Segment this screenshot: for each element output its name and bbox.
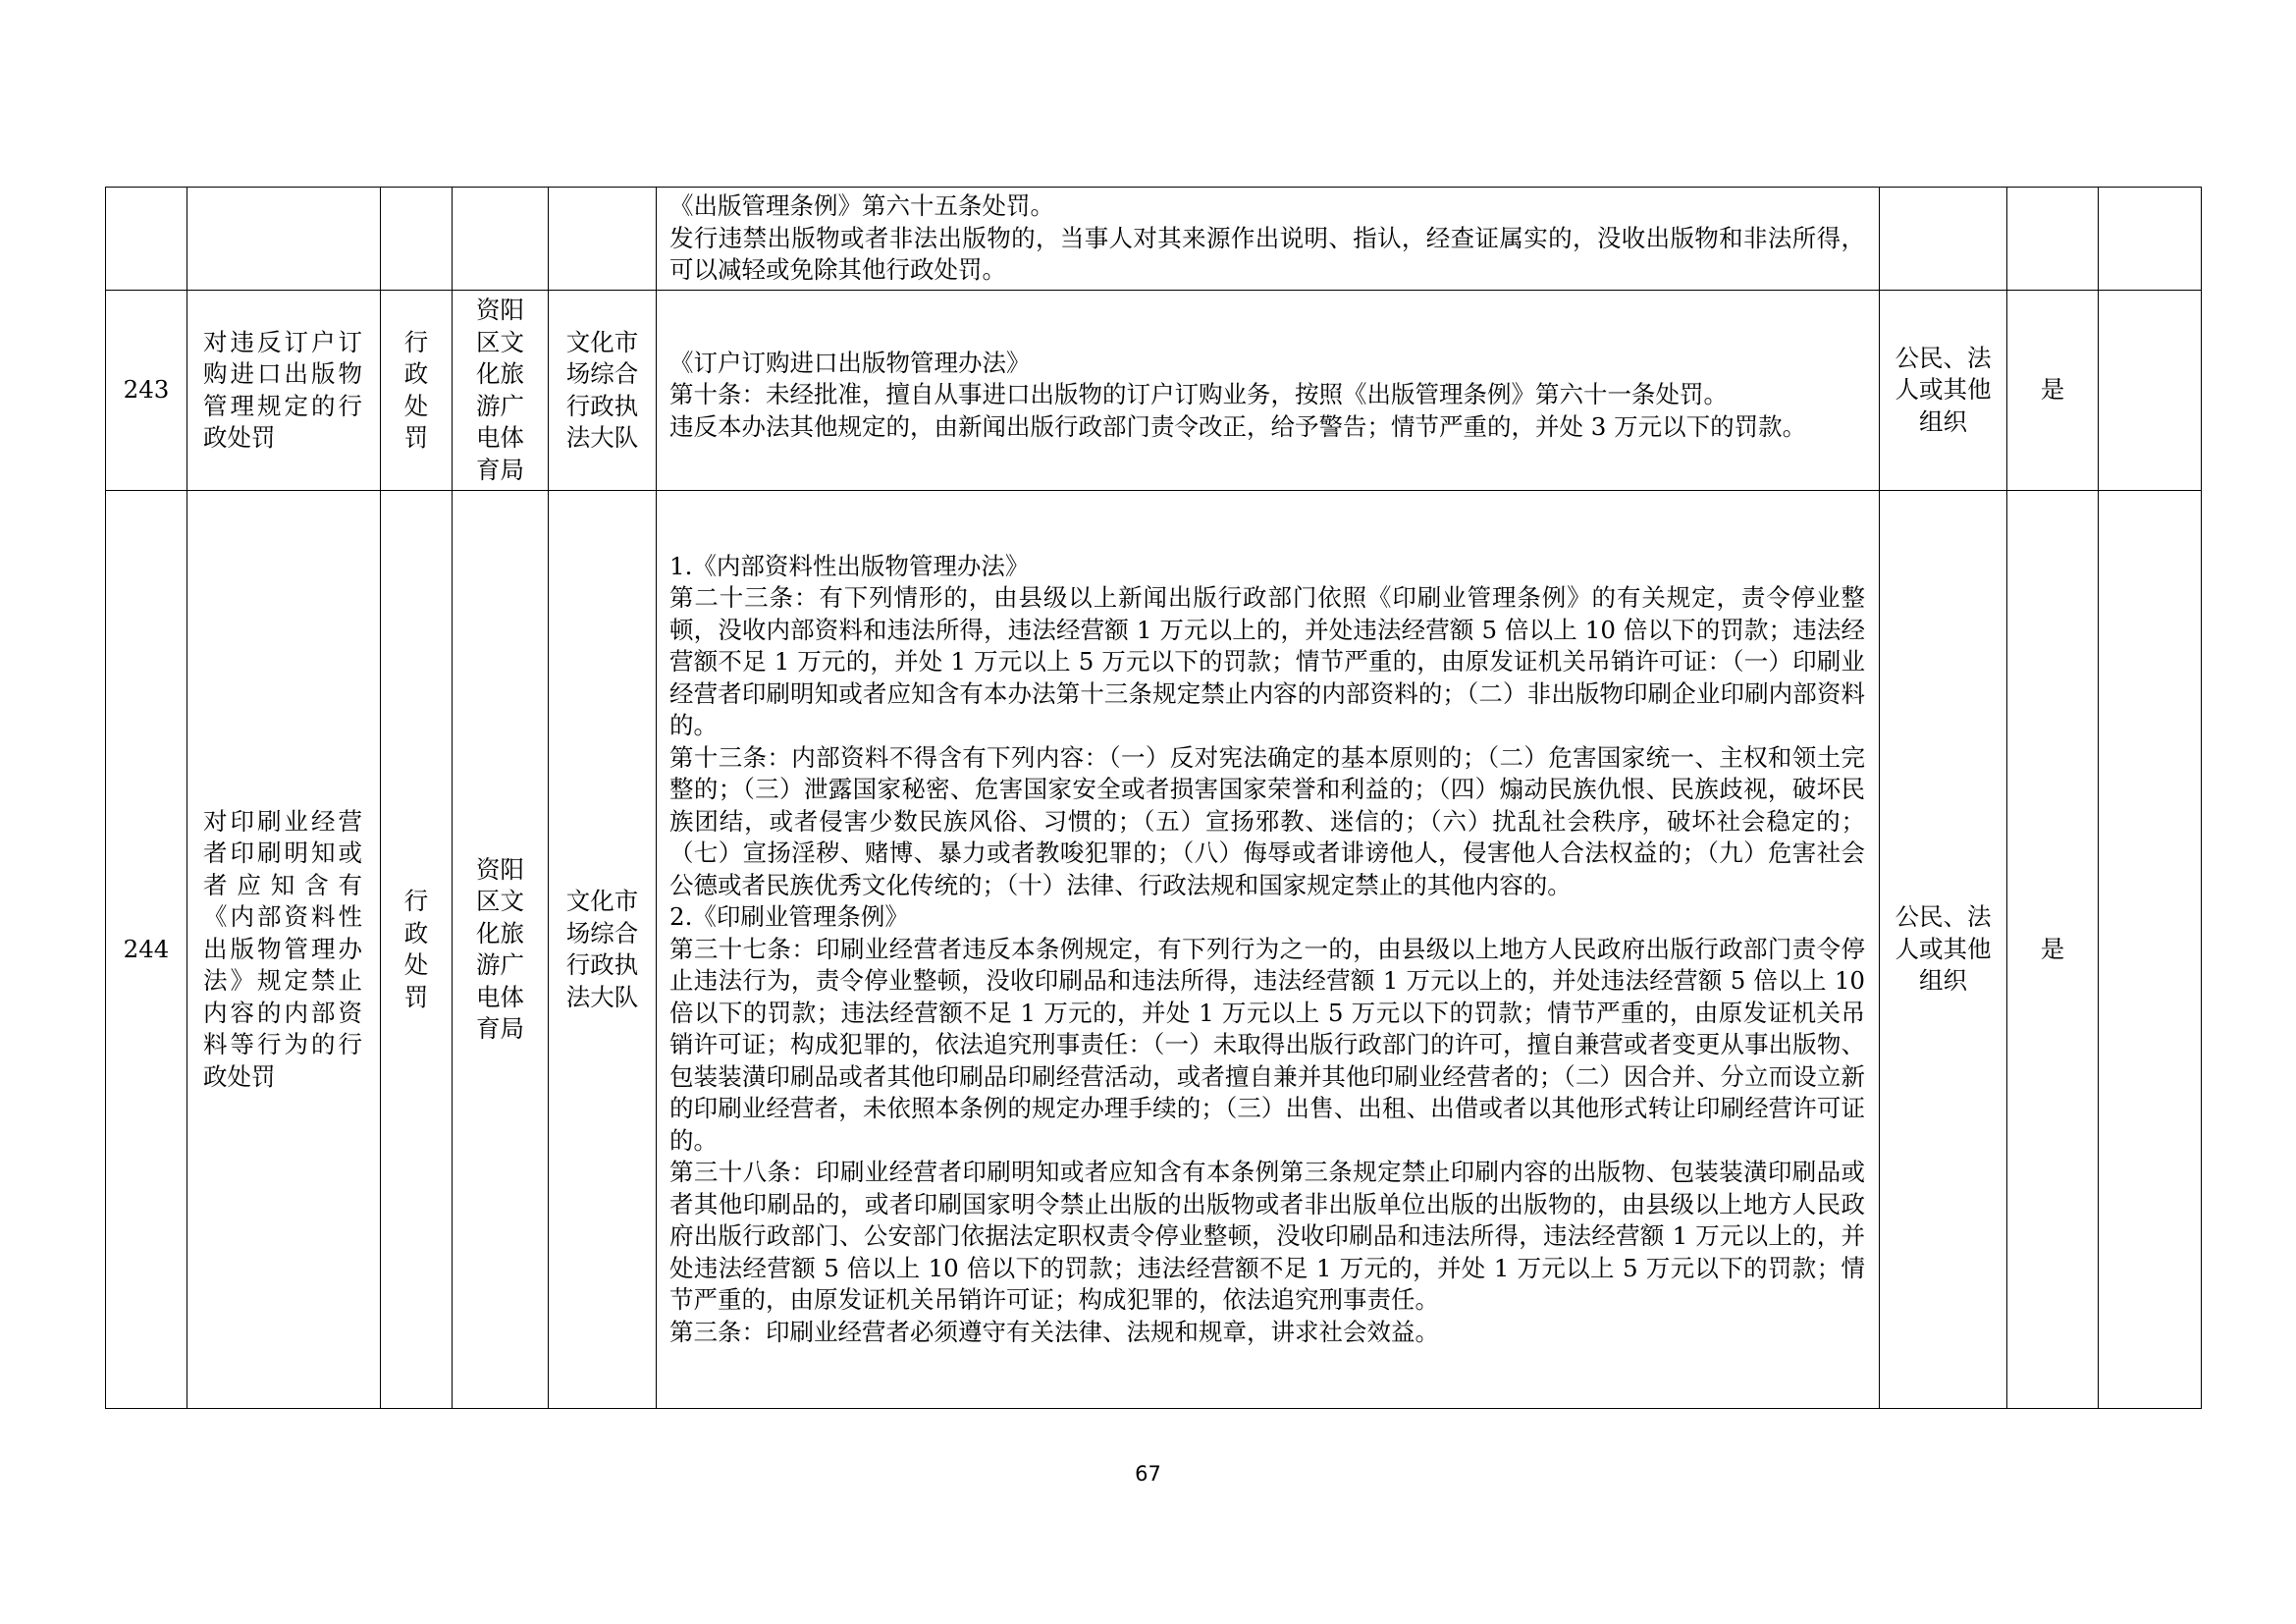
category: 行政处罚 — [381, 491, 453, 1409]
page-number: 67 — [1135, 1462, 1161, 1486]
basis-paragraph: 第三十七条：印刷业经营者违反本条例规定，有下列行为之一的，由县级以上地方人民政府出版行政部门责令停止违法行为，责令停业整顿，没收印刷品和违法所得，违法经营额 1 万元以上的，并处违法经营额 5 倍以上 10 倍以下的罚款；违法经营额不足 1 万元的，并处 1 万元以上 5 万元以下的罚款；情节严重的，由原发证机关吊销许可证；构成犯罪的，依法追究刑事责任：（一）未取得出版行政部门的许可，擅自兼营或者变更从事出版物、包装装潢印刷品或者其他印刷品印刷经营活动，或者擅自兼并其他印刷业经营者的；（二）因合并、分立而设立新的印刷业经营者，未依照本条例的规定办理手续的；（三）出售、出租、出借或者以其他形式转让印刷经营许可证的。 — [669, 934, 1865, 1155]
department: 资阳区文化旅游广电体育局 — [453, 291, 549, 491]
table-row-continuation — [106, 188, 2202, 291]
basis-paragraph: 《出版管理条例》第六十五条处罚。 — [669, 191, 1054, 221]
basis-paragraph: 1.《内部资料性出版物管理办法》 — [669, 551, 1030, 580]
row-number: 243 — [106, 291, 187, 491]
basis-paragraph: 违反本办法其他规定的，由新闻出版行政部门责令改正，给予警告；情节严重的，并处 3 万元以下的罚款。 — [669, 411, 1807, 441]
item-name — [187, 291, 381, 491]
row-number — [106, 188, 187, 291]
basis-paragraph: 第二十三条：有下列情形的，由县级以上新闻出版行政部门依照《印刷业管理条例》的有关规定，责令停业整顿，没收内部资料和违法所得，违法经营额 1 万元以上的，并处违法经营额 5 倍以上 10 倍以下的罚款；违法经营额不足 1 万元的，并处 1 万元以上 5 万元以下的罚款；情节严重的，由原发证机关吊销许可证：（一）印刷业经营者印刷明知或者应知含有本办法第十三条规定禁止内容的内部资料的；（二）非出版物印刷企业印刷内部资料的。 — [669, 583, 1865, 740]
table-row-244 — [106, 491, 2202, 1409]
item-name-text: 对违反订户订购进口出版物管理规定的行政处罚 — [203, 327, 362, 452]
enforcer: 文化市场综合行政执法大队 — [549, 491, 657, 1409]
enforcer: 文化市场综合行政执法大队 — [549, 291, 657, 491]
remark — [2099, 291, 2202, 491]
basis-paragraph: 第三十八条：印刷业经营者印刷明知或者应知含有本条例第三条规定禁止印刷内容的出版物、包装装潢印刷品或者其他印刷品的，或者印刷国家明令禁止出版的出版物或者非出版单位出版的出版物的，由县级以上地方人民政府出版行政部门、公安部门依据法定职权责令停业整顿，没收印刷品和违法所得，违法经营额 1 万元以上的，并处违法经营额 5 倍以上 10 倍以下的罚款；违法经营额不足 1 万元的，并处 1 万元以上 5 万元以下的罚款；情节严重的，由原发证机关吊销许可证；构成犯罪的，依法追究刑事责任。 — [669, 1158, 1865, 1315]
subject: 公民、法人或其他组织 — [1880, 491, 2007, 1409]
flag — [2007, 188, 2099, 291]
row-number: 244 — [106, 491, 187, 1409]
subject — [1880, 188, 2007, 291]
penalty-table — [105, 187, 2202, 1409]
basis-paragraph: 第三条：印刷业经营者必须遵守有关法律、法规和规章，讲求社会效益。 — [669, 1317, 1439, 1346]
item-name — [187, 491, 381, 1409]
category — [381, 188, 453, 291]
basis-paragraph: 第十条：未经批准，擅自从事进口出版物的订户订购业务，按照《出版管理条例》第六十一条处罚。 — [669, 380, 1728, 409]
department: 资阳区文化旅游广电体育局 — [453, 491, 549, 1409]
flag: 是 — [2007, 491, 2099, 1409]
legal-basis — [657, 291, 1880, 491]
basis-paragraph: 《订户订购进口出版物管理办法》 — [669, 348, 1031, 377]
remark — [2099, 491, 2202, 1409]
flag: 是 — [2007, 291, 2099, 491]
item-name — [187, 188, 381, 291]
item-name-text: 对印刷业经营者印刷明知或者应知含有《内部资料性出版物管理办法》规定禁止内容的内部资料等行为的行政处罚 — [203, 806, 362, 1091]
remark — [2099, 188, 2202, 291]
subject: 公民、法人或其他组织 — [1880, 291, 2007, 491]
basis-paragraph: 2.《印刷业管理条例》 — [669, 902, 909, 932]
department — [453, 188, 549, 291]
basis-paragraph: 发行违禁出版物或者非法出版物的，当事人对其来源作出说明、指认，经查证属实的，没收出版物和非法所得，可以减轻或免除其他行政处罚。 — [669, 223, 1865, 285]
legal-basis — [657, 491, 1880, 1409]
category: 行政处罚 — [381, 291, 453, 491]
legal-basis — [657, 188, 1880, 291]
table-row-243 — [106, 291, 2202, 491]
basis-paragraph: 第十三条：内部资料不得含有下列内容：（一）反对宪法确定的基本原则的；（二）危害国家统一、主权和领土完整的；（三）泄露国家秘密、危害国家安全或者损害国家荣誉和利益的；（四）煽动民族仇恨、民族歧视，破坏民族团结，或者侵害少数民族风俗、习惯的；（五）宣扬邪教、迷信的；（六）扰乱社会秩序，破坏社会稳定的；（七）宣扬淫秽、赌博、暴力或者教唆犯罪的；（八）侮辱或者诽谤他人，侵害他人合法权益的；（九）危害社会公德或者民族优秀文化传统的；（十）法律、行政法规和国家规定禁止的其他内容的。 — [669, 742, 1865, 899]
enforcer — [549, 188, 657, 291]
